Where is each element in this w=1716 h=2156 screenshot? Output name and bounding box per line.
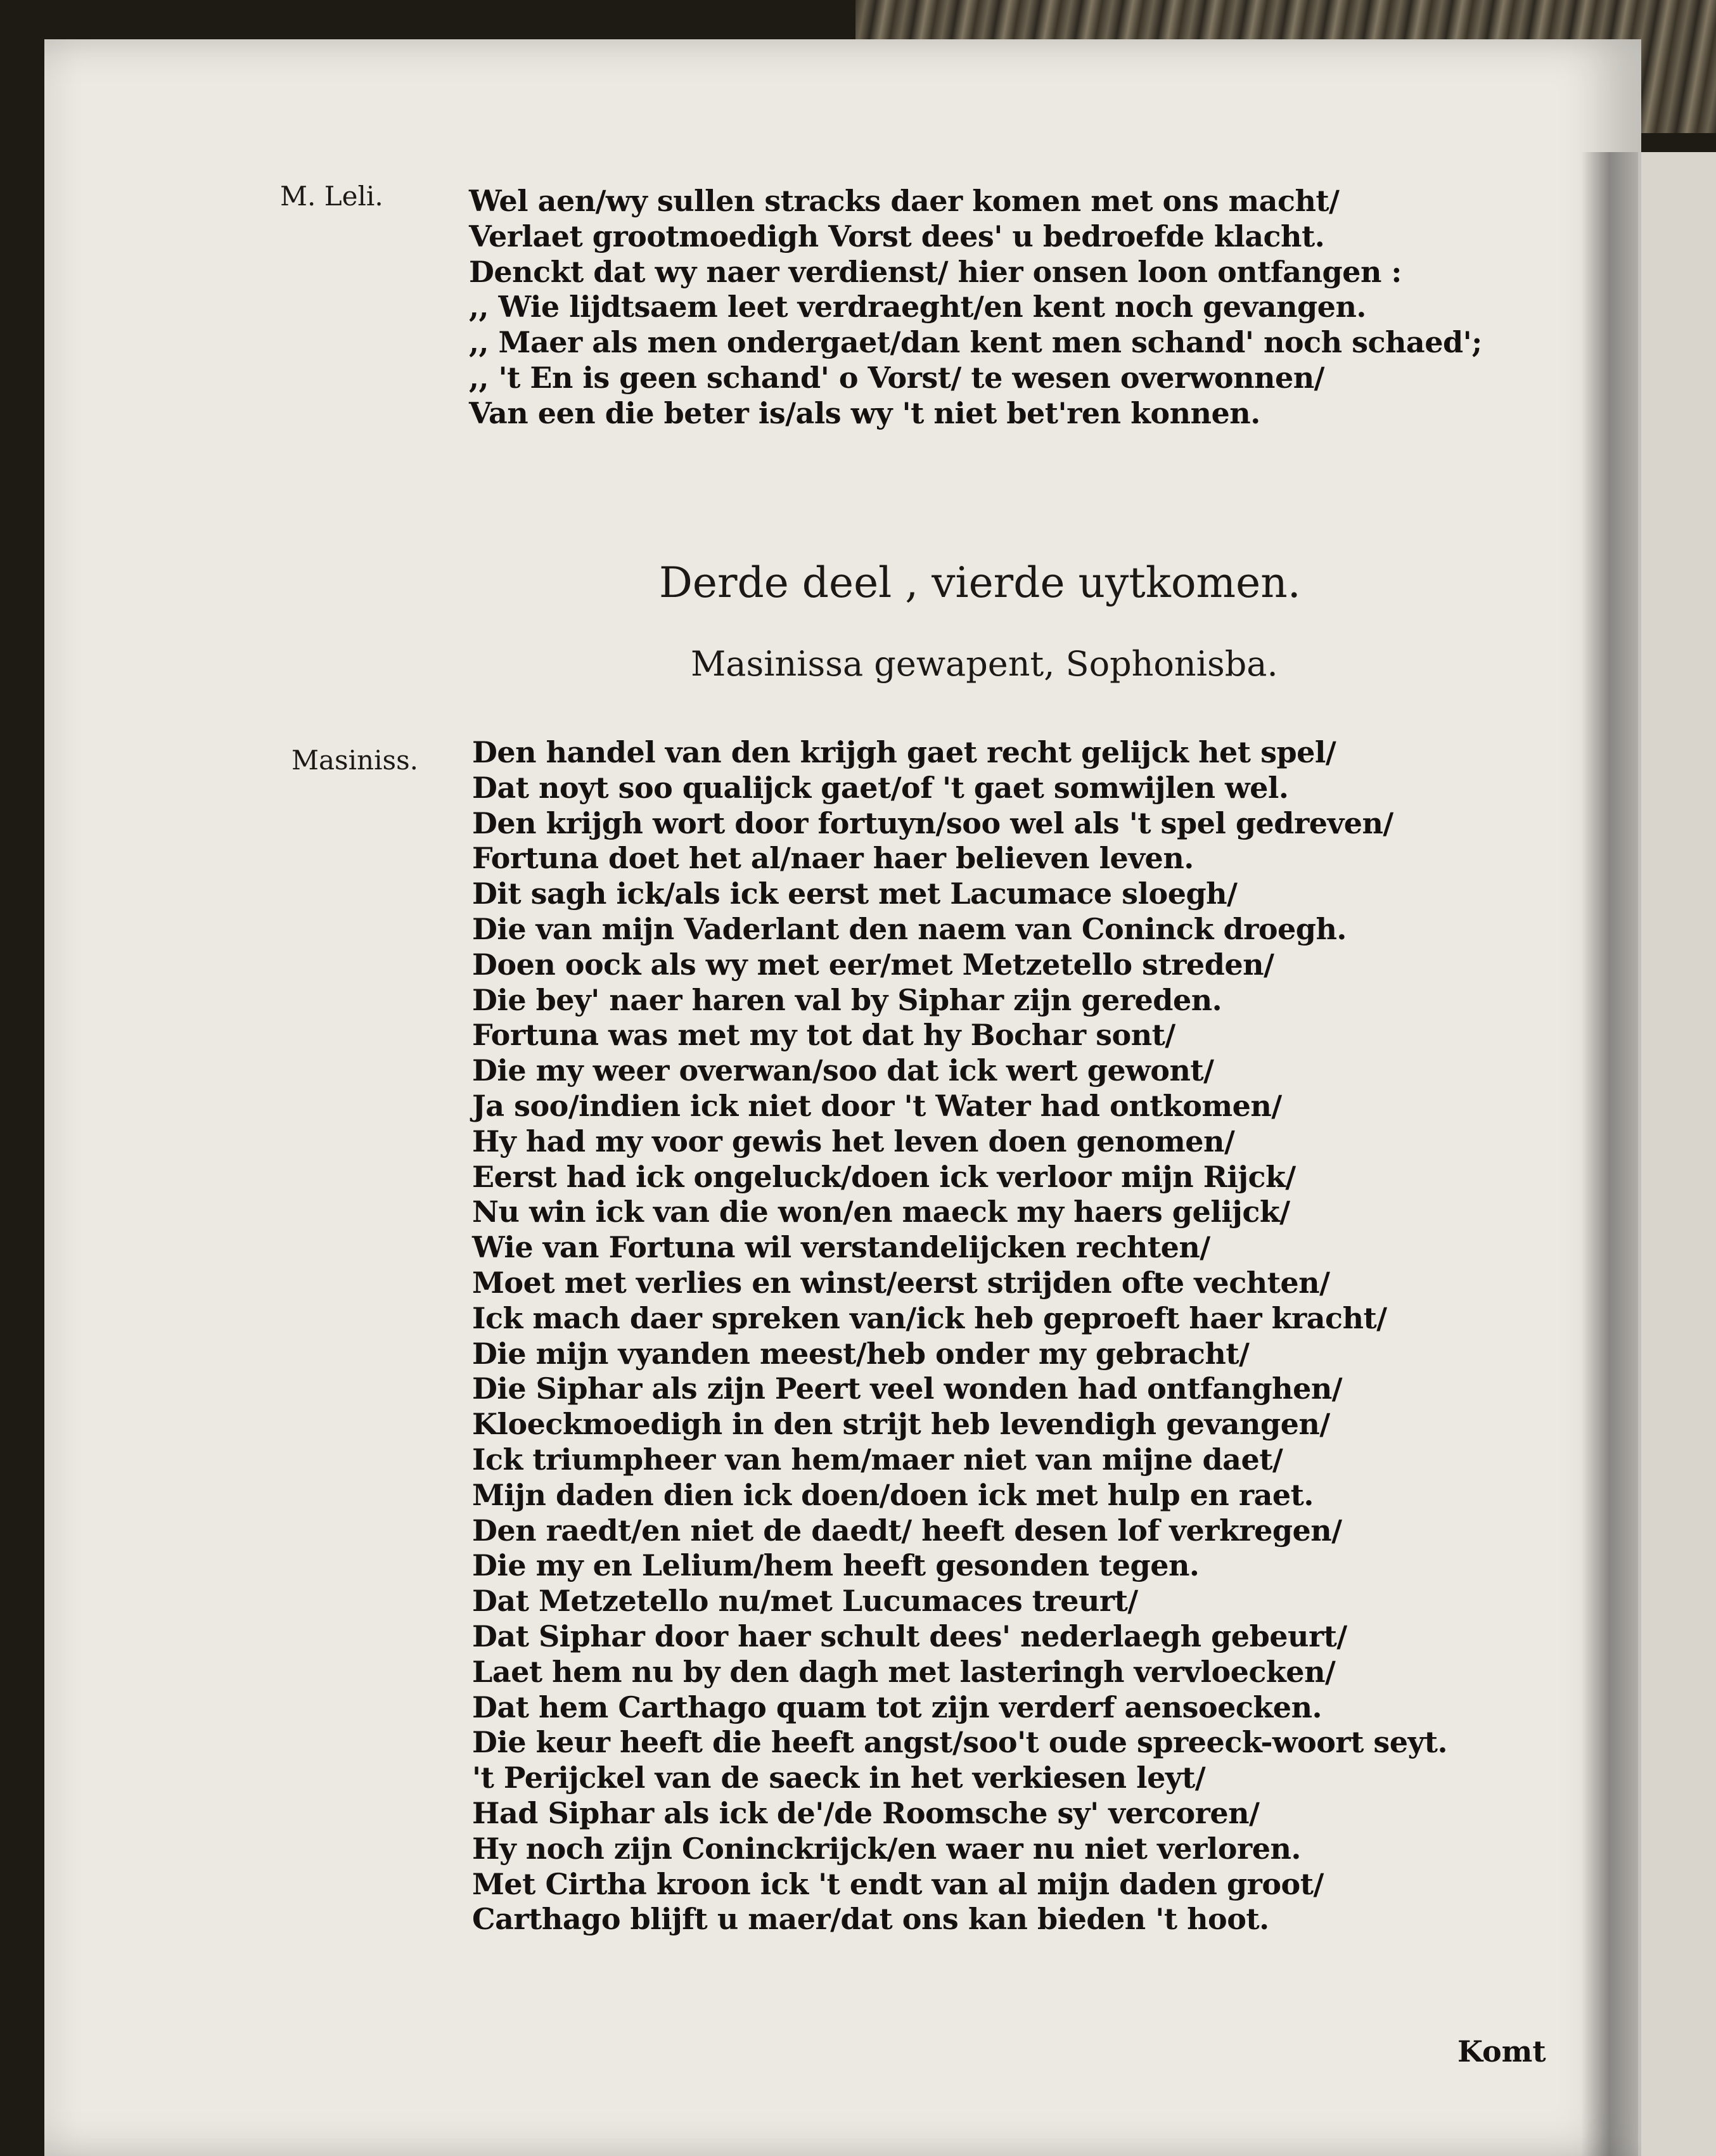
verse-line: Laet hem nu by den dagh met lasteringh vervloecken/ bbox=[472, 1654, 1336, 1689]
verse-line: Had Siphar als ick de'/de Roomsche sy' vercoren/ bbox=[472, 1795, 1260, 1830]
verse-line: Doen oock als wy met eer/met Metzetello streden/ bbox=[472, 947, 1274, 982]
speaker-label-masiniss: Masiniss. bbox=[291, 745, 418, 776]
verse-line: Verlaet grootmoedigh Vorst dees' u bedroefde klacht. bbox=[469, 219, 1325, 253]
verse-line: Ja soo/indien ick niet door 't Water had ontkomen/ bbox=[472, 1088, 1282, 1123]
verse-line: Den handel van den krijgh gaet recht gelijck het spel/ bbox=[472, 735, 1336, 769]
verse-line: Wel aen/wy sullen stracks daer komen met ons macht/ bbox=[469, 184, 1340, 218]
scene-heading: Derde deel , vierde uytkomen. bbox=[659, 558, 1301, 607]
verse-line: ,, Wie lijdtsaem leet verdraeght/en kent noch gevangen. bbox=[469, 290, 1366, 324]
verse-line: Die my weer overwan/soo dat ick wert gewont/ bbox=[472, 1053, 1214, 1088]
verse-line: Hy noch zijn Coninckrijck/en waer nu niet verloren. bbox=[472, 1831, 1301, 1866]
verse-line: Nu win ick van die won/en maeck my haers gelijck/ bbox=[472, 1195, 1290, 1229]
verse-line: Ick triumpheer van hem/maer niet van mijne daet/ bbox=[472, 1442, 1283, 1477]
verse-line: 't Perijckel van de saeck in het verkiesen leyt/ bbox=[472, 1761, 1206, 1795]
scene-characters: Masinissa gewapent, Sophonisba. bbox=[691, 644, 1278, 684]
verse-line: Dat hem Carthago quam tot zijn verderf aensoecken. bbox=[472, 1690, 1322, 1724]
verse-line: Kloeckmoedigh in den strijt heb levendigh gevangen/ bbox=[472, 1407, 1330, 1442]
verse-line: Die van mijn Vaderlant den naem van Coninck droegh. bbox=[472, 911, 1347, 946]
verse-line: Den krijgh wort door fortuyn/soo wel als 't spel gedreven/ bbox=[472, 805, 1393, 840]
verse-block-masiniss bbox=[472, 735, 1448, 1937]
verse-line: Dit sagh ick/als ick eerst met Lacumace sloegh/ bbox=[472, 876, 1238, 911]
verse-line: Moet met verlies en winst/eerst strijden ofte vechten/ bbox=[472, 1265, 1330, 1300]
verse-line: ,, Maer als men ondergaet/dan kent men schand' noch schaed'; bbox=[469, 325, 1482, 360]
verse-block-leli bbox=[469, 184, 1482, 432]
verse-line: Dat Metzetello nu/met Lucumaces treurt/ bbox=[472, 1584, 1138, 1619]
verse-line: Met Cirtha kroon ick 't endt van al mijn daden groot/ bbox=[472, 1866, 1324, 1901]
verse-line: Carthago blijft u maer/dat ons kan bieden 't hoot. bbox=[472, 1902, 1269, 1937]
verse-line: Die bey' naer haren val by Siphar zijn gereden. bbox=[472, 982, 1222, 1017]
verse-line: Dat noyt soo qualijck gaet/of 't gaet somwijlen wel. bbox=[472, 770, 1289, 805]
verse-line: Mijn daden dien ick doen/doen ick met hulp en raet. bbox=[472, 1477, 1314, 1512]
catchword: Komt bbox=[1457, 2034, 1546, 2069]
verse-line: Ick mach daer spreken van/ick heb geproeft haer kracht/ bbox=[472, 1300, 1387, 1335]
verse-line: Die Siphar als zijn Peert veel wonden had ontfanghen/ bbox=[472, 1371, 1343, 1406]
verse-line: Hy had my voor gewis het leven doen genomen/ bbox=[472, 1124, 1235, 1158]
verse-line: Den raedt/en niet de daedt/ heeft desen lof verkregen/ bbox=[472, 1513, 1342, 1548]
verse-line: Die mijn vyanden meest/heb onder my gebracht/ bbox=[472, 1336, 1250, 1371]
verse-line: Fortuna doet het al/naer haer believen leven. bbox=[472, 841, 1194, 876]
verse-line: Fortuna was met my tot dat hy Bochar sont/ bbox=[472, 1018, 1175, 1053]
verse-line: Eerst had ick ongeluck/doen ick verloor mijn Rijck/ bbox=[472, 1159, 1296, 1194]
verse-line: Dat Siphar door haer schult dees' nederlaegh gebeurt/ bbox=[472, 1619, 1347, 1653]
verse-line: Denckt dat wy naer verdienst/ hier onsen loon ontfangen : bbox=[469, 254, 1402, 289]
speaker-label-leli: M. Leli. bbox=[280, 181, 383, 212]
verse-line: ,, 't En is geen schand' o Vorst/ te wesen overwonnen/ bbox=[469, 360, 1324, 395]
verse-line: Wie van Fortuna wil verstandelijcken rechten/ bbox=[472, 1230, 1210, 1265]
verse-line: Van een die beter is/als wy 't niet bet'ren konnen. bbox=[469, 395, 1260, 430]
page-gutter-shadow bbox=[1581, 152, 1638, 2156]
verse-line: Die keur heeft die heeft angst/soo't oude spreeck-woort seyt. bbox=[472, 1725, 1448, 1760]
verse-line: Die my en Lelium/hem heeft gesonden tegen. bbox=[472, 1548, 1200, 1583]
